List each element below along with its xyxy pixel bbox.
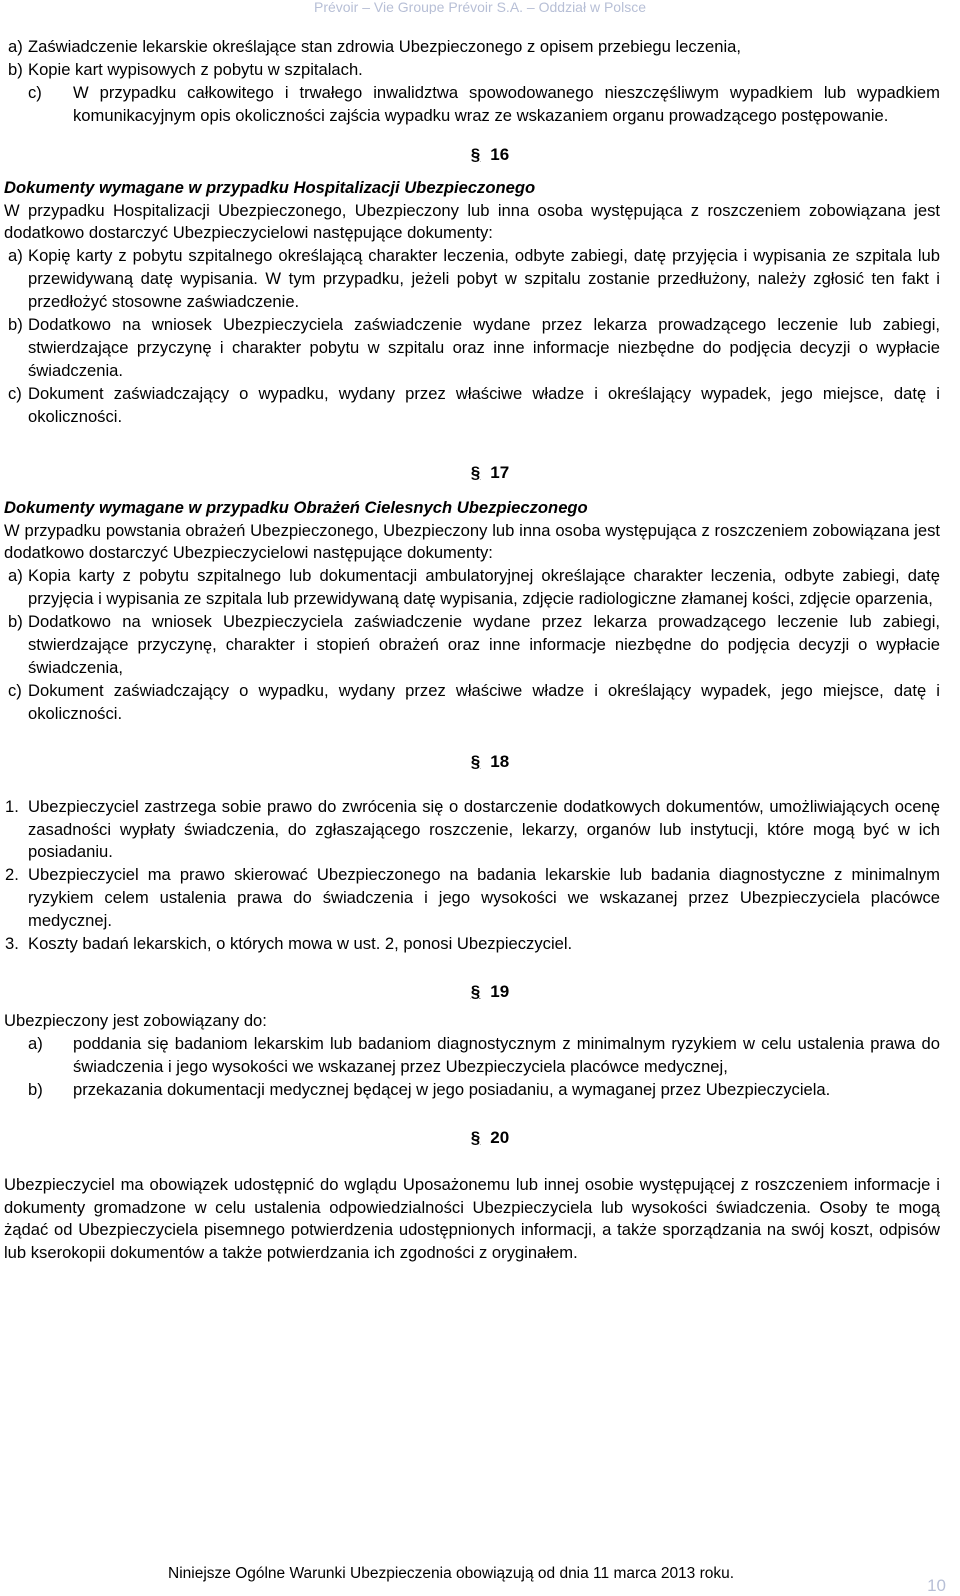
list-marker: b) bbox=[28, 1079, 43, 1099]
section-symbol: § bbox=[470, 1127, 481, 1147]
list-marker: c) bbox=[28, 82, 42, 102]
section-number: 18 bbox=[490, 751, 510, 771]
list-item bbox=[28, 1033, 940, 1079]
section-17-title: Dokumenty wymagane w przypadku Obrażeń Cielesnych Ubezpieczonego bbox=[4, 497, 588, 517]
section-number: 16 bbox=[490, 144, 510, 164]
list-item bbox=[5, 796, 940, 865]
list-item-text: W przypadku całkowitego i trwałego inwalidztwa spowodowanego nieszczęśliwym wypadkiem lub wypadkiem komunikacyjnym opis okoliczności zajścia wypadku wraz ze wskazaniem organu prowadzącego postępowanie. bbox=[73, 82, 940, 125]
section-symbol: § bbox=[470, 982, 481, 1001]
list-item bbox=[5, 933, 940, 956]
section-19-heading bbox=[20, 974, 960, 1010]
page-header: Prévoir – Vie Groupe Prévoir S.A. – Oddział w Polsce bbox=[313, 0, 646, 14]
list-item bbox=[8, 611, 940, 680]
list-item bbox=[28, 1079, 940, 1102]
list-item-text: Dodatkowo na wniosek Ubezpieczyciela zaświadczenie wydane przez lekarza prowadzącego leczenie lub zabiegi, stwierdzające przyczynę, charakter i stopień obrażeń oraz inne informacje niezbędne do podjęcia decyzji o wypłacie świadczenia, bbox=[28, 612, 940, 677]
intro-list bbox=[0, 36, 960, 128]
section-16-title: Dokumenty wymagane w przypadku Hospitalizacji Ubezpieczonego bbox=[4, 177, 536, 197]
list-item bbox=[8, 565, 940, 611]
list-item bbox=[28, 82, 940, 128]
section-19-lead: Ubezpieczony jest zobowiązany do: bbox=[4, 1011, 267, 1030]
section-number: 17 bbox=[490, 462, 510, 482]
section-number: 19 bbox=[490, 982, 510, 1001]
section-20-heading bbox=[20, 1120, 960, 1156]
list-item-text: Dokument zaświadczający o wypadku, wydany przez właściwe władze i określający wypadek, jego miejsce, datę i okoliczności. bbox=[28, 680, 940, 723]
list-item bbox=[8, 245, 940, 314]
section-16-lead: W przypadku Hospitalizacji Ubezpieczonego, Ubezpieczony lub inna osoba występująca z roszczeniem zobowiązana jest dodatkowo dostarczyć Ubezpieczycielowi następujące dokumenty: bbox=[4, 200, 940, 243]
list-marker: b) bbox=[8, 59, 23, 79]
section-20-text: Ubezpieczyciel ma obowiązek udostępnić do wglądu Uposażonemu lub innej osobie występującej z roszczeniem informacje i dokumenty gromadzone w celu ustalenia odpowiedzialności Ubezpieczyciela lub wysokości świadczenia. Osoby te mogą żądać od Ubezpieczyciela pisemnego potwierdzenia udostępnionych informacji, a także sporządzania na swój koszt, odpisów lub kserokopii dokumentów a także potwierdzania ich zgodności z oryginałem. bbox=[4, 1174, 940, 1263]
list-marker: 3. bbox=[5, 934, 19, 954]
list-item bbox=[8, 314, 940, 383]
section-16-heading bbox=[20, 137, 960, 173]
list-item-text: przekazania dokumentacji medycznej będącej w jego posiadaniu, a wymaganej przez Ubezpieczyciela. bbox=[73, 1079, 831, 1099]
section-symbol: § bbox=[470, 144, 481, 164]
page-footer: Niniejsze Ogólne Warunki Ubezpieczenia obowiązują od dnia 11 marca 2013 roku. bbox=[168, 1565, 735, 1582]
list-item bbox=[8, 36, 940, 59]
section-number: 20 bbox=[490, 1127, 510, 1147]
list-marker: 2. bbox=[5, 865, 19, 885]
list-item bbox=[8, 383, 940, 429]
list-item-text: Zaświadczenie lekarskie określające stan zdrowia Ubezpieczonego z opisem przebiegu leczenia, bbox=[28, 37, 741, 56]
list-marker: b) bbox=[8, 315, 23, 335]
list-marker: b) bbox=[8, 612, 23, 632]
section-symbol: § bbox=[470, 462, 481, 482]
list-marker: a) bbox=[8, 37, 23, 56]
list-item-text: Koszty badań lekarskich, o których mowa w ust. 2, ponosi Ubezpieczyciel. bbox=[28, 934, 573, 954]
list-marker: c) bbox=[8, 383, 22, 403]
list-item bbox=[8, 59, 940, 82]
list-marker: a) bbox=[8, 246, 23, 266]
list-marker: c) bbox=[8, 680, 22, 700]
section-18-heading bbox=[20, 744, 960, 780]
list-item-text: Kopia karty z pobytu szpitalnego lub dokumentacji ambulatoryjnej określające charakter leczenia, odbyte zabiegi, datę przyjęcia i wypisania ze szpitala lub przewidywaną datę wypisania, zdjęcie radiologiczne złamanej kości, zdjęcie oparzenia, bbox=[28, 566, 940, 609]
list-item-text: Dodatkowo na wniosek Ubezpieczyciela zaświadczenie wydane przez lekarza prowadzącego leczenie lub zabiegi, stwierdzające przyczynę i charakter pobytu w szpitalu oraz inne informacje niezbędne do podjęcia decyzji o wypłacie świadczenia. bbox=[28, 315, 940, 380]
list-marker: a) bbox=[28, 1033, 43, 1053]
section-17-lead: W przypadku powstania obrażeń Ubezpieczonego, Ubezpieczony lub inna osoba występująca z roszczeniem zobowiązana jest dodatkowo dostarczyć Ubezpieczycielowi następujące dokumenty: bbox=[4, 520, 940, 563]
list-item-text: Ubezpieczyciel ma prawo skierować Ubezpieczonego na badania lekarskie lub badania diagnostyczne z minimalnym ryzykiem celem ustalenia prawa do świadczenia i jego wysokości we wskazanej przez Ubezpieczyciela placówce medycznej. bbox=[28, 865, 940, 931]
list-item-text: Ubezpieczyciel zastrzega sobie prawo do zwrócenia się o dostarczenie dodatkowych dokumentów, umożliwiających ocenę zasadności wypłaty świadczenia, do zgłaszającego roszczenie, lekarzy, organów lub instytucji, które mogą być w ich posiadaniu. bbox=[28, 796, 940, 862]
section-symbol: § bbox=[470, 751, 481, 771]
list-item bbox=[5, 864, 940, 933]
page-number: 10 bbox=[927, 1576, 946, 1595]
document-body bbox=[0, 36, 960, 1265]
section-17-heading bbox=[20, 455, 960, 491]
list-marker: a) bbox=[8, 566, 23, 586]
list-item bbox=[8, 680, 940, 726]
list-item-text: Kopie kart wypisowych z pobytu w szpitalach. bbox=[28, 59, 363, 79]
list-item-text: poddania się badaniom lekarskim lub badaniom diagnostycznym z minimalnym ryzykiem w celu ustalenia prawa do świadczenia i jego wysokości we wskazanej przez Ubezpieczyciela placówce medycznej, bbox=[73, 1033, 940, 1076]
list-marker: 1. bbox=[5, 796, 19, 816]
list-item-text: Dokument zaświadczający o wypadku, wydany przez właściwe władze i określający wypadek, jego miejsce, datę i okoliczności. bbox=[28, 383, 940, 426]
list-item-text: Kopię karty z pobytu szpitalnego określającą charakter leczenia, odbyte zabiegi, datę przyjęcia i wypisania ze szpitala lub przewidywaną datę wypisania. W tym przypadku, jeżeli pobyt w szpitalu zostanie przedłużony, należy zgłosić ten fakt i przedłożyć stosowne zaświadczenie. bbox=[28, 246, 940, 312]
